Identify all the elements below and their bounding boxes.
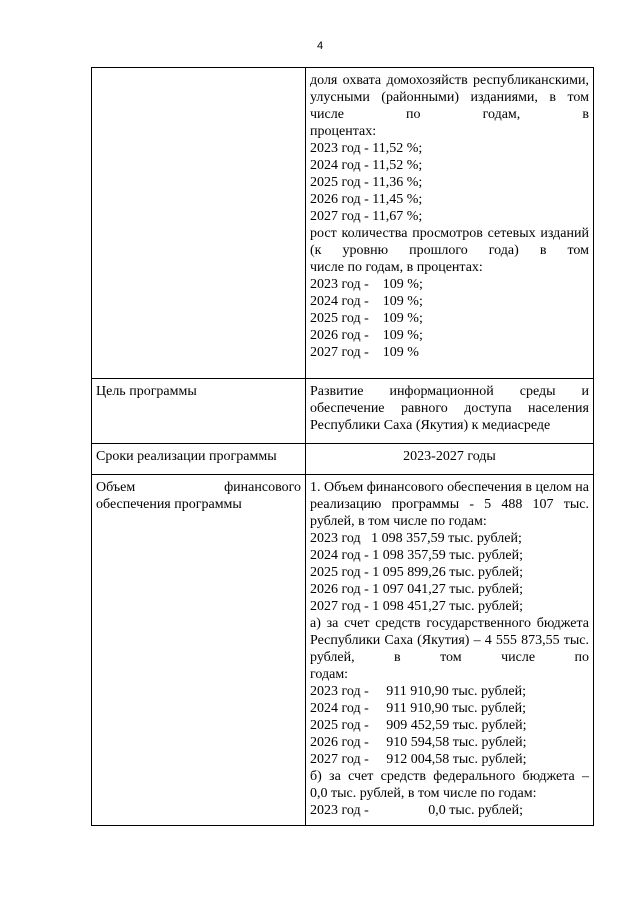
row-content: [306, 68, 594, 379]
table-row: [92, 68, 594, 379]
funding-text: годам:: [310, 667, 349, 682]
row-label: [92, 68, 306, 379]
indicator-text: числе по годам, в процентах:: [310, 260, 483, 275]
year-value: 2023 год - 109 %;: [310, 277, 423, 292]
row-label-line: обеспечения программы: [96, 497, 242, 512]
indicator-text: доля охвата домохозяйств республиканскими, улусными (районными) изданиями, в том числе по годам, в: [310, 73, 589, 122]
year-value: 2027 год - 1 098 451,27 тыс. рублей;: [310, 599, 524, 614]
year-value: 2025 год - 1 095 899,26 тыс. рублей;: [310, 565, 524, 580]
year-value: 2024 год - 911 910,90 тыс. рублей;: [310, 701, 526, 716]
row-label-line: Объем финансового: [96, 480, 301, 495]
year-value: 2026 год - 11,45 %;: [310, 192, 423, 207]
year-value: 2024 год - 11,52 %;: [310, 158, 423, 173]
goal-text: Республики Саха (Якутия) к медиасреде: [310, 418, 551, 433]
program-passport-table: [91, 67, 594, 826]
funding-text: 1. Объем финансового обеспечения в целом на реализацию программы - 5 488 107 тыс.: [310, 480, 589, 512]
row-content: 2023-2027 годы: [306, 444, 594, 475]
year-value: 2027 год - 109 %: [310, 345, 419, 360]
funding-text: 0,0 тыс. рублей, в том числе по годам:: [310, 786, 537, 801]
funding-text: а) за счет средств государственного бюджета Республики Саха (Якутия) – 4 555 873,55 тыс. рублей, в том числе по: [310, 616, 589, 665]
funding-text: б) за счет средств федерального бюджета –: [310, 769, 589, 784]
year-value: 2024 год - 1 098 357,59 тыс. рублей;: [310, 548, 524, 563]
year-value: 2023 год - 11,52 %;: [310, 141, 423, 156]
year-value: 2027 год - 912 004,58 тыс. рублей;: [310, 752, 527, 767]
row-label: Цель программы: [92, 379, 306, 444]
table-row: [92, 379, 594, 444]
goal-text: Развитие информационной среды и обеспечение равного доступа населения: [310, 384, 589, 416]
year-value: 2025 год - 109 %;: [310, 311, 423, 326]
year-value: 2025 год - 909 452,59 тыс. рублей;: [310, 718, 527, 733]
year-value: 2023 год - 911 910,90 тыс. рублей;: [310, 684, 526, 699]
funding-text: рублей, в том числе по годам:: [310, 514, 487, 529]
row-content: [306, 475, 594, 826]
row-label: Сроки реализации программы: [92, 444, 306, 475]
year-value: 2027 год - 11,67 %;: [310, 209, 423, 224]
row-content: [306, 379, 594, 444]
year-value: 2026 год - 109 %;: [310, 328, 423, 343]
indicator-text: процентах:: [310, 124, 377, 139]
year-value: 2025 год - 11,36 %;: [310, 175, 423, 190]
table-row: [92, 475, 594, 826]
indicator-text: рост количества просмотров сетевых изданий (к уровню прошлого года) в том: [310, 226, 589, 258]
year-value: 2023 год - 0,0 тыс. рублей;: [310, 803, 524, 818]
page-number: 4: [316, 40, 324, 52]
year-value: 2023 год 1 098 357,59 тыс. рублей;: [310, 531, 522, 546]
year-value: 2026 год - 910 594,58 тыс. рублей;: [310, 735, 527, 750]
year-value: 2024 год - 109 %;: [310, 294, 423, 309]
year-value: 2026 год - 1 097 041,27 тыс. рублей;: [310, 582, 524, 597]
table-row: [92, 444, 594, 475]
row-label: [92, 475, 306, 826]
